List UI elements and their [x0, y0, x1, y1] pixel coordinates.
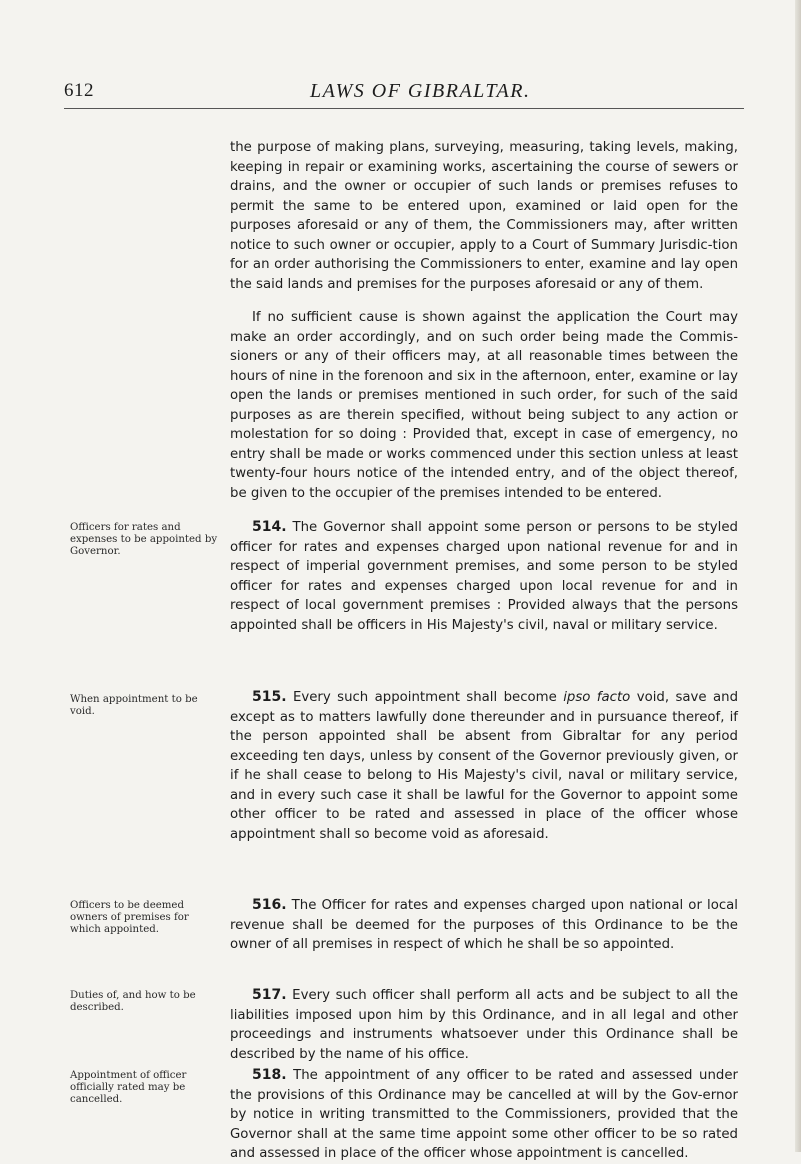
section-text: The appointment of any officer to be rated and assessed under the provisions of this Ordinance may be cancelled at will by the Gov-ernor by notice in writing transmitted to the Commissioners, provided that the Governor shall at the same time appoint some other officer to be so rated and assessed in place of the officer whose appointment is cancelled.	[230, 1068, 738, 1161]
continuation-paragraph: the purpose of making plans, surveying, measuring, taking levels, making, keeping in repair or examining works, ascertaining the course of sewers or drains, and the owner or occupier of such lands or premises refuses to permit the same to be entered upon, examined or laid open for the purposes aforesaid or any of them, the Commissioners may, after written notice to such owner or occupier, apply to a Court of Summary Jurisdic-tion for an order authorising the Commissioners to enter, examine and lay open the said lands and premises for the purposes aforesaid or any of them.	[230, 140, 738, 292]
page-edge	[795, 0, 801, 1152]
section-number: 515.	[252, 689, 287, 705]
marginal-note-517: Duties of, and how to be described.	[70, 990, 196, 1013]
section-number: 517.	[252, 987, 287, 1003]
header-rule	[64, 108, 744, 109]
section-text-lead: Every such appointment shall become	[292, 690, 557, 705]
section-text: The Officer for rates and expenses charged upon national or local revenue shall be deemed for the purposes of this Ordinance to be the owner of all premises in respect of which he shall be so appointed.	[230, 898, 739, 952]
section-517	[230, 986, 738, 1064]
section-number: 518.	[252, 1067, 287, 1083]
marginal-note-516: Officers to be deemed owners of premises for which appointed.	[70, 900, 189, 935]
section-text: The Governor shall appoint some person or persons to be styled officer for rates and expenses charged upon national revenue for and in respect of imperial government premises, and some person to be styled officer for rates and expenses charged upon local revenue for and in respect of local government premises : Provided always that the persons appointed shall be officers in His Majesty's civil, naval or military service.	[230, 520, 738, 633]
section-518	[230, 1066, 738, 1164]
section-text: Every such officer shall perform all acts and be subject to all the liabilities imposed upon him by this Ordinance, and in all legal and other proceedings and instruments whatsoever under this Ordinance shall be described by the name of his office.	[230, 988, 738, 1062]
page-number: 612	[64, 80, 94, 101]
page-header	[64, 80, 744, 110]
section-number: 514.	[252, 519, 287, 535]
section-number: 516.	[252, 897, 287, 913]
marginal-note-514: Officers for rates and expenses to be appointed by Governor.	[70, 522, 218, 557]
section-516	[230, 896, 738, 955]
marginal-note-515: When appointment to be void.	[70, 694, 198, 717]
section-text-tail: void, save and except as to matters lawfully done thereunder and in pursuance thereof, if the person appointed shall be absent from Gibraltar for any period exceeding ten days, unless by consent of the Governor previously given, or if he shall cease to belong to His Majesty's civil, naval or military service, and in every such case it shall be lawful for the Governor to appoint some other officer to be rated and assessed in place of the officer whose appointment shall so become void as aforesaid.	[230, 690, 739, 842]
section-514	[230, 518, 738, 635]
second-paragraph: If no sufficient cause is shown against the application the Court may make an order accordingly, and on such order being made the Commis-sioners or any of their officers may, at all reasonable times between the hours of nine in the forenoon and six in the afternoon, enter, examine or lay open the lands or premises mentioned in such order, for such of the said purposes as are therein specified, without being subject to any action or molestation for so doing : Provided that, except in case of emergency, no entry shall be made or works commenced under this section unless at least twenty-four hours notice of the intended entry, and of the object thereof, be given to the occupier of the premises intended to be entered.	[230, 310, 738, 501]
marginal-note-518: Appointment of officer officially rated may be cancelled.	[70, 1070, 187, 1105]
section-text-italic: ipso facto	[563, 690, 631, 705]
running-title: LAWS OF GIBRALTAR.	[310, 80, 531, 102]
section-515	[230, 688, 738, 844]
